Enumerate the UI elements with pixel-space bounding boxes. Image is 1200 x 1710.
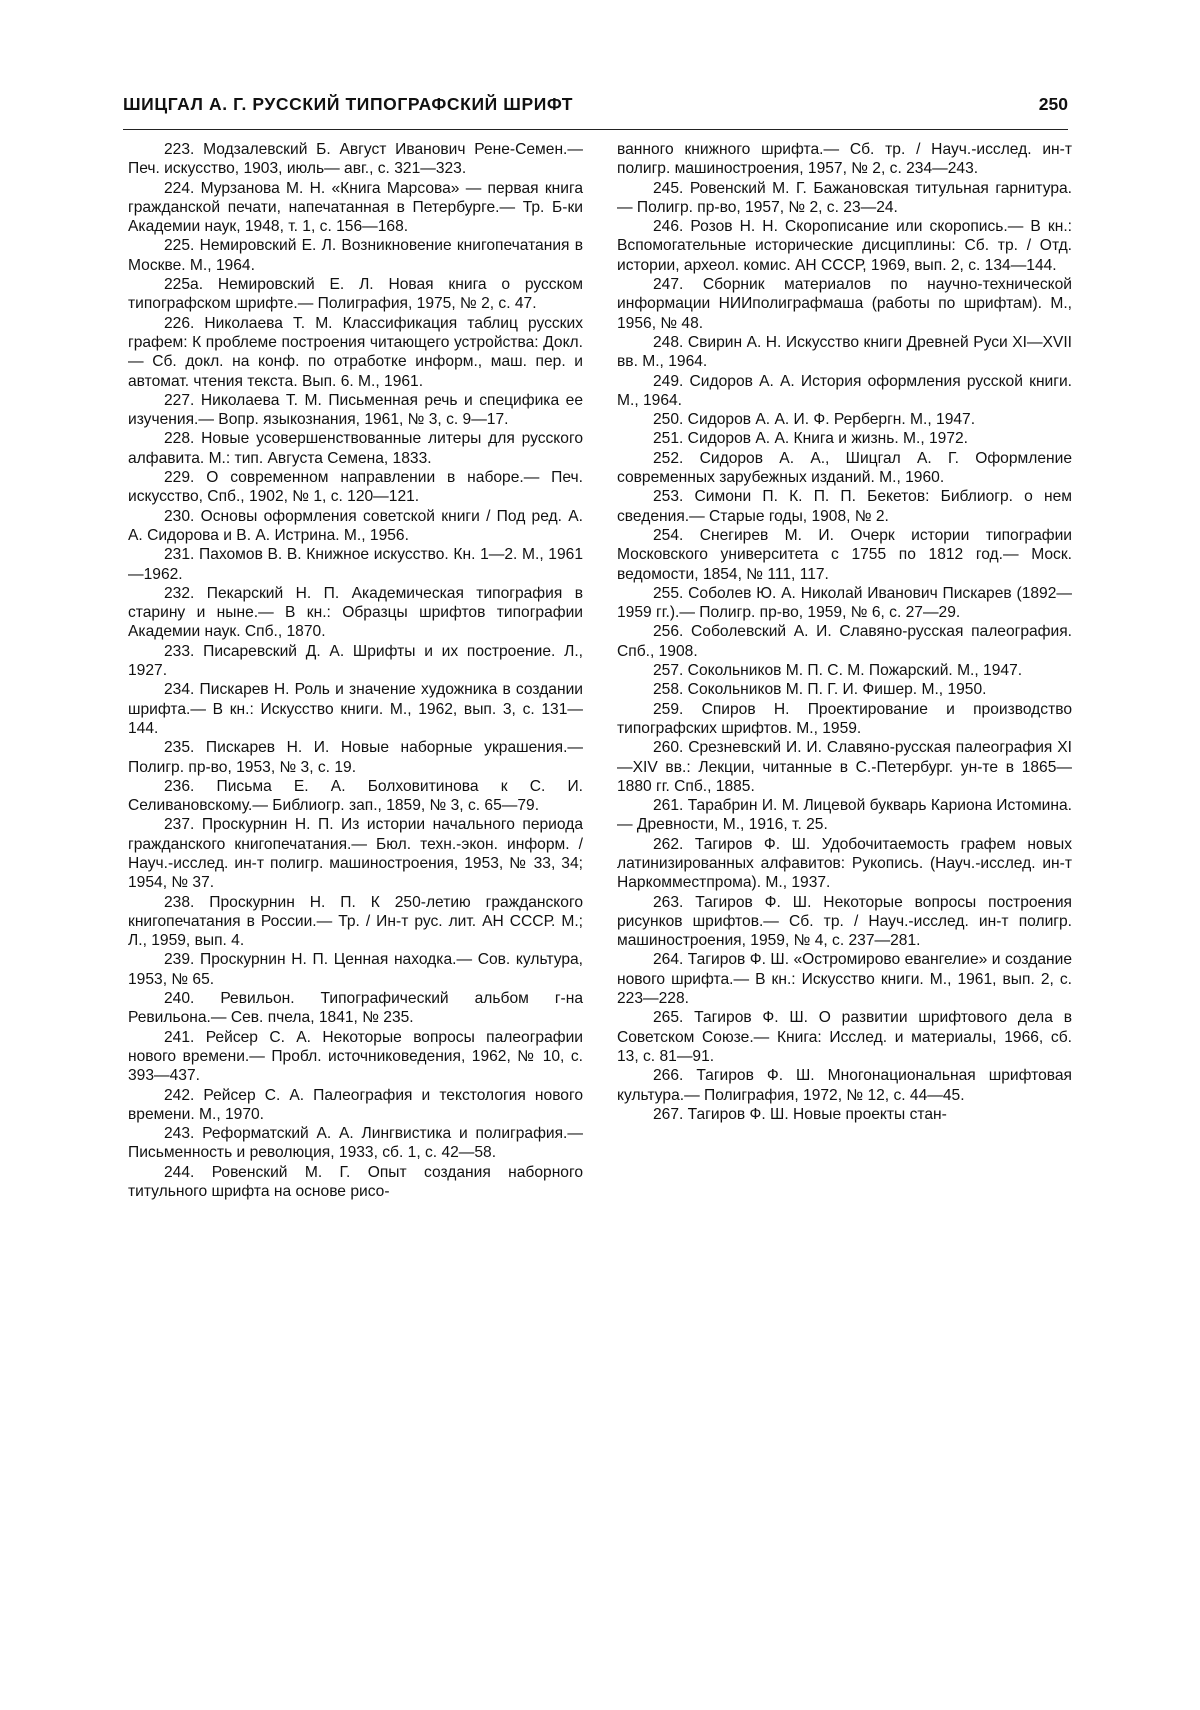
bibliography-entry: 229. О современном направлении в наборе.— Печ. искусство, Спб., 1902, № 1, с. 120—121. xyxy=(128,469,583,506)
bibliography-entry: 243. Реформатский А. А. Лингвистика и полиграфия.— Письменность и революция, 1933, сб. 1, с. 42—58. xyxy=(128,1125,583,1162)
bibliography-entry: 259. Спиров Н. Проектирование и производство типографских шрифтов. М., 1959. xyxy=(617,700,1072,737)
bibliography-entry: 258. Сокольников М. П. Г. И. Фишер. М., 1950. xyxy=(653,681,987,699)
bibliography-entry: 254. Снегирев М. И. Очерк истории типографии Московского университета с 1755 по 1812 год.— Моск. ведомости, 1854, № 111, 117. xyxy=(617,526,1072,583)
header-rule xyxy=(123,129,1068,130)
bibliography-entry: 263. Тагиров Ф. Ш. Некоторые вопросы построения рисунков шрифтов.— Сб. тр. / Науч.-исслед. ин-т полигр. машиностроения, 1959, № 4, с. 237—281. xyxy=(617,893,1072,950)
bibliography-entry: 264. Тагиров Ф. Ш. «Остромирово евангелие» и создание нового шрифта.— В кн.: Искусство книги. М., 1961, вып. 2, с. 223—228. xyxy=(617,951,1072,1008)
bibliography-entry: 225. Немировский Е. Л. Возникновение книгопечатания в Москве. М., 1964. xyxy=(128,237,583,274)
bibliography-entry: 237. Проскурнин Н. П. Из истории начального периода гражданского книгопечатания.— Бюл. техн.-экон. информ. / Науч.-исслед. ин-т полигр. машиностроения, 1953, № 33, 34; 1954, № 37. xyxy=(128,816,583,892)
bibliography-entry: 266. Тагиров Ф. Ш. Многонациональная шрифтовая культура.— Полиграфия, 1972, № 12, с. 44—45. xyxy=(617,1067,1072,1104)
bibliography-entry: 232. Пекарский Н. П. Академическая типография в старину и ныне.— В кн.: Образцы шрифтов типографии Академии наук. Спб., 1870. xyxy=(128,584,583,641)
bibliography-entry: 246. Розов Н. Н. Скорописание или скоропись.— В кн.: Вспомогательные исторические дисциплины: Сб. тр. / Отд. истории, археол. комис. АН СССР, 1969, вып. 2, с. 134—144. xyxy=(617,218,1072,274)
bibliography-entry: 223. Модзалевский Б. Август Иванович Рене-Семен.— Печ. искусство, 1903, июль— авг., с. 321—323. xyxy=(128,141,583,178)
bibliography-entry: 230. Основы оформления советской книги / Под ред. А. А. Сидорова и В. А. Истрина. М., 1956. xyxy=(128,507,583,544)
bibliography-entry: 251. Сидоров А. А. Книга и жизнь. М., 1972. xyxy=(653,430,969,448)
bibliography-entry: 241. Рейсер С. А. Некоторые вопросы палеографии нового времени.— Пробл. источниковедения, 1962, № 10, с. 393—437. xyxy=(128,1028,583,1085)
bibliography-entry: 234. Пискарев Н. Роль и значение художника в создании шрифта.— В кн.: Искусство книги. М., 1962, вып. 3, с. 131—144. xyxy=(128,681,583,737)
bibliography-entry: 228. Новые усовершенствованные литеры для русского алфавита. М.: тип. Августа Семена, 1833. xyxy=(128,430,583,467)
page-number: 250 xyxy=(1038,94,1068,114)
bibliography-entry: 240. Ревильон. Типографический альбом г-на Ревильона.— Сев. пчела, 1841, № 235. xyxy=(128,990,583,1027)
bibliography-entry: 224. Мурзанова М. Н. «Книга Марсова» — первая книга гражданской печати, напечатанная в Петербурге.— Тр. Б-ки Академии наук, 1948, т. 1, с. 156—168. xyxy=(128,179,583,236)
left-column xyxy=(128,140,583,1201)
bibliography-entry: 242. Рейсер С. А. Палеография и текстология нового времени. М., 1970. xyxy=(128,1086,583,1123)
bibliography-entry: 260. Срезневский И. И. Славяно-русская палеография XI—XIV вв.: Лекции, читанные в С.-Петербург. ун-те в 1865—1880 гг. Спб., 1885. xyxy=(617,739,1072,795)
right-column xyxy=(617,140,1072,1124)
bibliography-entry: 244. Ровенский М. Г. Опыт создания наборного титульного шрифта на основе рисо- xyxy=(128,1163,583,1201)
bibliography-entry: 249. Сидоров А. А. История оформления русской книги. М., 1964. xyxy=(617,372,1072,409)
running-title: ШИЦГАЛ А. Г. РУССКИЙ ТИПОГРАФСКИЙ ШРИФТ xyxy=(123,94,574,114)
bibliography-entry: 248. Свирин А. Н. Искусство книги Древней Руси XI—XVII вв. М., 1964. xyxy=(617,333,1072,371)
bibliography-entry: 250. Сидоров А. А. И. Ф. Рербергн. М., 1947. xyxy=(653,411,976,429)
bibliography-entry: 252. Сидоров А. А., Шицгал А. Г. Оформление современных зарубежных изданий. М., 1960. xyxy=(617,449,1072,487)
bibliography-entry: 235. Пискарев Н. И. Новые наборные украшения.— Полигр. пр-во, 1953, № 3, с. 19. xyxy=(128,739,583,776)
bibliography-entry: 245. Ровенский М. Г. Бажановская титульная гарнитура.— Полигр. пр-во, 1957, № 2, с. 23—24. xyxy=(617,179,1072,216)
bibliography-entry: 261. Тарабрин И. М. Лицевой букварь Кариона Истомина.— Древности, М., 1916, т. 25. xyxy=(617,797,1072,834)
bibliography-entry: 236. Письма Е. А. Болховитинова к С. И. Селивановскому.— Библиогр. зап., 1859, № 3, с. 65—79. xyxy=(128,777,583,815)
bibliography-entry: 233. Писаревский Д. А. Шрифты и их построение. Л., 1927. xyxy=(128,642,583,680)
bibliography-entry: 225а. Немировский Е. Л. Новая книга о русском типографском шрифте.— Полиграфия, 1975, № 2, с. 47. xyxy=(128,276,583,313)
bibliography-entry: 247. Сборник материалов по научно-технической информации НИИполиграфмаша (работы по шрифтам). М., 1956, № 48. xyxy=(617,276,1072,332)
page-header xyxy=(123,94,1068,126)
bibliography-entry: 257. Сокольников М. П. С. М. Пожарский. М., 1947. xyxy=(653,662,1023,680)
bibliography-entry: 256. Соболевский А. И. Славяно-русская палеография. Спб., 1908. xyxy=(617,623,1072,660)
bibliography-entry: 231. Пахомов В. В. Книжное искусство. Кн. 1—2. М., 1961—1962. xyxy=(128,546,583,583)
bibliography-entry: 226. Николаева Т. М. Классификация таблиц русских графем: К проблеме построения читающего устройства: Докл.— Сб. докл. на конф. по отработке информ., маш. пер. и автомат. чтения текста. Вып. 6. М., 1961. xyxy=(128,314,583,390)
bibliography-entry: 265. Тагиров Ф. Ш. О развитии шрифтового дела в Советском Союзе.— Книга: Исслед. и материалы, 1966, сб. 13, с. 81—91. xyxy=(617,1009,1072,1065)
bibliography-entry: 262. Тагиров Ф. Ш. Удобочитаемость графем новых латинизированных алфавитов: Рукопись. (Науч.-исслед. ин-т Наркомместпрома). М., 1937. xyxy=(617,835,1072,892)
bibliography-entry: ванного книжного шрифта.— Сб. тр. / Науч.-исслед. ин-т полигр. машиностроения, 1957, № 2, с. 234—243. xyxy=(617,141,1072,178)
bibliography-entry: 227. Николаева Т. М. Письменная речь и специфика ее изучения.— Вопр. языкознания, 1961, № 3, с. 9—17. xyxy=(128,391,583,429)
bibliography-entry: 238. Проскурнин Н. П. К 250-летию гражданского книгопечатания в России.— Тр. / Ин-т рус. лит. АН СССР. М.; Л., 1959, вып. 4. xyxy=(128,893,583,950)
bibliography-entry: 255. Соболев Ю. А. Николай Иванович Пискарев (1892—1959 гг.).— Полигр. пр-во, 1959, № 6, с. 27—29. xyxy=(617,584,1072,622)
bibliography-entry: 239. Проскурнин Н. П. Ценная находка.— Сов. культура, 1953, № 65. xyxy=(128,951,583,988)
bibliography-entry: 253. Симони П. К. П. П. Бекетов: Библиогр. о нем сведения.— Старые годы, 1908, № 2. xyxy=(617,488,1072,525)
bibliography-entry: 267. Тагиров Ф. Ш. Новые проекты стан- xyxy=(653,1105,947,1123)
